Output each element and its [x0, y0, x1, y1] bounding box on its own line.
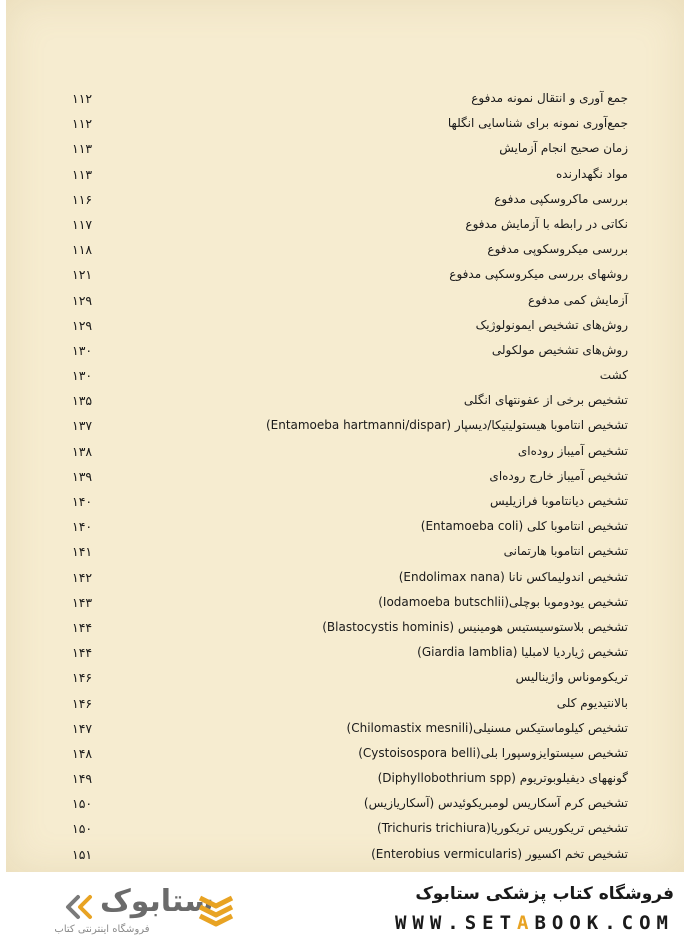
toc-entry-page-number: ۱۴۳ — [72, 594, 93, 610]
toc-entry-title: تشخیص کیلوماستیکس مسنیلی(Chilomastix mesnili) — [346, 720, 628, 735]
toc-entry-title: تشخیص کرم آسکاریس لومبریکوئیدس (آسکاریازیس) — [363, 796, 628, 811]
toc-entry-title: تشخیص دیانتاموبا فرازیلیس — [489, 494, 628, 508]
toc-entry-title: زمان صحیح انجام آزمایش — [499, 141, 628, 156]
toc-entry-title: تشخیص تریکوریس تریکوریا(Trichuris trichiura) — [377, 821, 628, 836]
toc-entry-page-number: ۱۴۰ — [72, 519, 93, 535]
toc-entry-page-number: ۱۱۲ — [72, 116, 93, 132]
store-url-link[interactable] — [395, 912, 674, 934]
toc-entry-title: تشخیص سیستوایزوسپورا بلی(Cystoisospora belli) — [358, 745, 628, 760]
toc-entry-title: جمع آوری و انتقال نمونه مدفوع — [471, 91, 628, 105]
toc-entry-title: تشخیص اندولیماکس نانا (Endolimax nana) — [398, 569, 628, 584]
toc-entry-page-number: ۱۱۲ — [72, 91, 93, 106]
toc-entry-page-number: ۱۴۴ — [72, 619, 93, 635]
toc-entry — [6, 818, 690, 843]
toc-entry-page-number: ۱۱۸ — [72, 242, 93, 258]
toc-entry-page-number: ۱۴۴ — [72, 645, 93, 661]
toc-entry-title: تشخیص بلاستوسیستیس هومینیس (Blastocystis hominis) — [322, 619, 628, 634]
publisher-footer — [0, 872, 690, 945]
toc-entry — [6, 541, 690, 566]
toc-entry — [6, 693, 690, 718]
brand-tagline: فروشگاه اینترنتی کتاب — [54, 924, 150, 935]
stacked-books-icon — [196, 890, 236, 930]
toc-entry — [6, 718, 690, 743]
toc-entry-page-number: ۱۴۲ — [72, 569, 93, 585]
toc-entry-title: مواد نگهدارنده — [556, 166, 628, 181]
toc-entry-page-number: ۱۴۰ — [72, 494, 93, 509]
toc-entry — [6, 567, 690, 592]
toc-entry-page-number: ۱۳۸ — [72, 443, 93, 459]
toc-entry-page-number: ۱۱۳ — [72, 166, 93, 182]
toc-entry-title: آزمایش کمی مدفوع — [528, 292, 628, 307]
toc-entry-title: روشهای بررسی میکروسکپی مدفوع — [449, 267, 628, 282]
toc-entry-title: تشخیص انتاموبا هیستولیتیکا/دیسپار (Entamoeba hartmanni/dispar) — [265, 418, 628, 433]
toc-entry-title: روش‌های تشخیص ایمونولوژیک — [475, 317, 628, 332]
toc-entry-title: تشخیص انتاموبا کلی (Entamoeba coli) — [420, 519, 628, 534]
toc-entry — [6, 466, 690, 491]
toc-entry-page-number: ۱۵۰ — [72, 796, 93, 812]
toc-entry-title: تشخیص برخی از عفونتهای انگلی — [463, 393, 628, 408]
toc-entry-page-number: ۱۲۱ — [72, 267, 93, 283]
toc-entry — [6, 365, 690, 390]
toc-entry — [6, 667, 690, 692]
toc-entry — [6, 642, 690, 667]
url-accent-letter: A — [517, 912, 535, 934]
toc-entry — [6, 592, 690, 617]
toc-entry-page-number: ۱۴۸ — [72, 745, 93, 761]
toc-entry-page-number: ۱۲۹ — [72, 317, 93, 333]
toc-entry — [6, 113, 690, 138]
toc-entry-page-number: ۱۴۶ — [72, 670, 93, 686]
toc-entry — [6, 390, 690, 415]
toc-entry-page-number: ۱۴۶ — [72, 695, 93, 711]
brand-wordmark: ستابوک — [100, 884, 214, 919]
toc-entry — [6, 315, 690, 340]
toc-entry — [6, 340, 690, 365]
toc-entry — [6, 264, 690, 289]
toc-entry-title: تشخیص آمیباز خارج روده‌ای — [489, 468, 628, 483]
toc-entry-page-number: ۱۳۵ — [72, 393, 93, 409]
toc-entry-title: کشت — [599, 368, 628, 383]
toc-entry-title: روش‌های تشخیص مولکولی — [491, 342, 628, 357]
toc-entry — [6, 844, 690, 869]
chevrons-icon — [60, 894, 100, 920]
toc-entry-page-number: ۱۴۹ — [72, 771, 93, 787]
toc-entry-title: گونههای دیفیلوبوتریوم (Diphyllobothrium spp) — [377, 771, 628, 786]
toc-entry — [6, 793, 690, 818]
toc-entry-title: بررسی میکروسکوپی مدفوع — [487, 242, 628, 257]
url-prefix: WWW.SET — [394, 912, 518, 934]
toc-entry — [6, 214, 690, 239]
toc-entry-title: تشخیص ژیاردیا لامبلیا (Giardia lamblia) — [417, 645, 628, 660]
toc-entry-page-number: ۱۲۹ — [72, 292, 93, 308]
table-of-contents — [6, 88, 690, 869]
book-page — [6, 0, 684, 872]
toc-entry — [6, 516, 690, 541]
toc-entry — [6, 415, 690, 440]
toc-entry-title: تشخیص انتاموبا هارتمانی — [503, 544, 628, 559]
toc-entry-page-number: ۱۵۰ — [72, 821, 93, 837]
setabook-logo[interactable] — [8, 882, 214, 940]
toc-entry-title: جمع‌آوری نمونه برای شناسایی انگلها — [447, 116, 628, 131]
toc-entry-page-number: ۱۳۹ — [72, 468, 93, 484]
toc-entry — [6, 617, 690, 642]
toc-entry-title: نکاتی در رابطه با آزمایش مدفوع — [465, 216, 628, 231]
toc-entry-title: بالانتیدیوم کلی — [556, 695, 628, 710]
toc-entry-title: تشخیص یودوموبا بوچلی(Iodamoeba butschlii) — [378, 594, 628, 609]
toc-entry — [6, 768, 690, 793]
toc-entry-page-number: ۱۴۱ — [72, 544, 93, 560]
toc-entry-page-number: ۱۳۰ — [72, 368, 93, 384]
toc-entry-page-number: ۱۱۷ — [72, 216, 93, 232]
toc-entry-title: تشخیص آمیباز روده‌ای — [517, 443, 628, 458]
toc-entry-page-number: ۱۱۶ — [72, 191, 93, 207]
toc-entry — [6, 164, 690, 189]
toc-entry — [6, 138, 690, 163]
toc-entry — [6, 290, 690, 315]
toc-entry-title: تشخیص تخم اکسیور (Enterobius vermicularis) — [371, 846, 628, 861]
toc-entry-title: تریکوموناس واژینالیس — [515, 670, 628, 685]
toc-entry — [6, 239, 690, 264]
toc-entry — [6, 88, 690, 113]
toc-entry — [6, 743, 690, 768]
toc-entry-title: بررسی ماکروسکپی مدفوع — [494, 191, 628, 206]
toc-entry — [6, 441, 690, 466]
toc-entry — [6, 491, 690, 516]
toc-entry — [6, 189, 690, 214]
url-suffix: BOOK.COM — [534, 912, 674, 934]
toc-entry-page-number: ۱۳۷ — [72, 418, 93, 434]
toc-entry-page-number: ۱۴۷ — [72, 720, 93, 736]
store-name: فروشگاه کتاب پزشکی ستابوک — [415, 884, 674, 904]
toc-entry-page-number: ۱۱۳ — [72, 141, 93, 157]
toc-entry-page-number: ۱۳۰ — [72, 342, 93, 358]
toc-entry-page-number: ۱۵۱ — [72, 846, 93, 862]
